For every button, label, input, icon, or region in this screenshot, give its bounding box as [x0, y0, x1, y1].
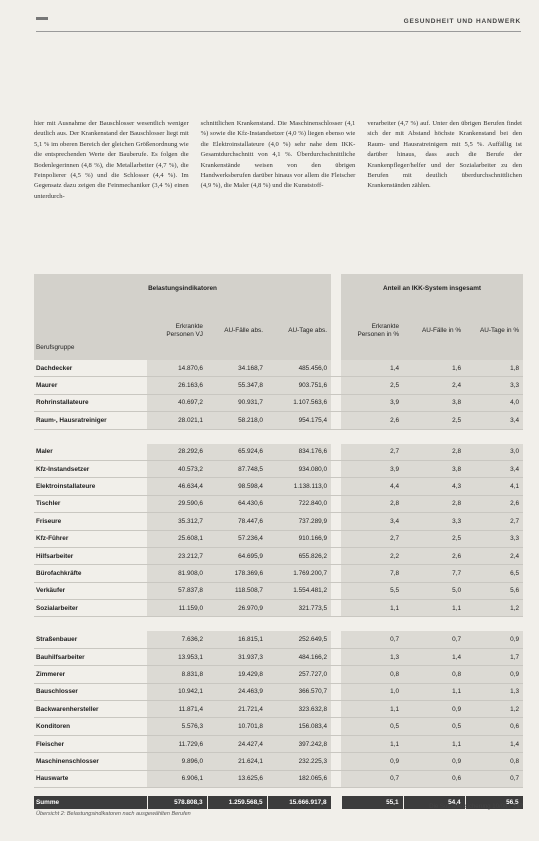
cell-au-days: 323.632,8 — [267, 701, 331, 718]
col-header-au-cases: AU-Fälle abs. — [207, 302, 267, 360]
table-row — [34, 718, 523, 735]
cell-au-cases: 87.748,5 — [207, 460, 267, 477]
occupation-name: Straßenbauer — [34, 631, 147, 648]
cell-cases-pct: 1,4 — [403, 648, 465, 665]
cell-persons-pct: 0,9 — [341, 753, 403, 770]
cell-au-cases: 118.508,7 — [207, 582, 267, 599]
cell-days-pct: 3,0 — [465, 444, 523, 461]
cell-persons: 28.021,1 — [147, 412, 207, 429]
row-gap — [331, 394, 341, 411]
cell-au-cases: 64.430,6 — [207, 495, 267, 512]
table-row — [34, 770, 523, 787]
cell-au-days: 903.751,6 — [267, 377, 331, 394]
table-row — [34, 631, 523, 648]
table-row — [34, 444, 523, 461]
table-row — [34, 377, 523, 394]
cell-au-cases: 13.625,6 — [207, 770, 267, 787]
body-text — [34, 119, 522, 202]
cell-cases-pct: 3,3 — [403, 513, 465, 530]
table-row — [34, 565, 523, 582]
occupation-name: Maler — [34, 444, 147, 461]
cell-au-cases: 78.447,6 — [207, 513, 267, 530]
row-gap — [331, 683, 341, 700]
occupation-name: Bürofachkräfte — [34, 565, 147, 582]
table-row — [34, 735, 523, 752]
running-header-title: GESUNDHEIT UND HANDWERK — [403, 18, 521, 25]
row-gap — [331, 530, 341, 547]
cell-persons: 40.573,2 — [147, 460, 207, 477]
cell-persons-pct: 2,2 — [341, 547, 403, 564]
running-header — [36, 17, 521, 32]
header-rule-mark — [36, 17, 48, 20]
row-gap — [331, 648, 341, 665]
cell-persons-pct: 1,3 — [341, 648, 403, 665]
cell-persons: 35.312,7 — [147, 513, 207, 530]
cell-au-cases: 64.695,9 — [207, 547, 267, 564]
cell-days-pct: 0,6 — [465, 718, 523, 735]
cell-persons: 23.212,7 — [147, 547, 207, 564]
cell-persons-pct: 4,4 — [341, 478, 403, 495]
occupations-table-wrapper — [34, 274, 523, 817]
occupation-name: Verkäufer — [34, 582, 147, 599]
occupation-name: Hilfsarbeiter — [34, 547, 147, 564]
body-text-column-3: verarbeiter (4,7 %) auf. Unter den übrigen Berufen findet sich der mit Abstand höchste Krankenstand bei den Raum- und Hausratreinigern mit 5,5 %. Auffällig ist darüber hinaus, dass auch die Berufe der Krankenpfleger/helfer und der Sozialarbeiter zu den Berufen mit deutlich überdurchschnittlichen Krankenständen zählen. — [367, 120, 523, 190]
cell-au-days: 182.065,6 — [267, 770, 331, 787]
sum-gap — [331, 796, 341, 809]
cell-days-pct: 1,7 — [465, 648, 523, 665]
cell-days-pct: 1,3 — [465, 683, 523, 700]
col-header-au-days: AU-Tage abs. — [267, 302, 331, 360]
col-header-persons: Erkrankte Personen VJ — [147, 302, 207, 360]
row-gap — [331, 701, 341, 718]
table-row — [34, 582, 523, 599]
body-text-column-2: schnittlichen Krankenstand. Die Maschinenschlosser (4,1 %) sowie die Kfz-Instandsetzer (4,0 %) liegen ebenso wie die Elektroinstallateure (4,0 %) sehr nahe dem IKK-Gesamtdurchschnitt von 4,1 %. Überdurchschnittliche Krankenstände weisen von den übrigen Handwerksberufen darüber hinaus vor allem die Fleischer (4,9 %), die Maler (4,8 %) und die Kunststoff- — [200, 120, 356, 190]
occupation-name: Zimmerer — [34, 666, 147, 683]
cell-persons-pct: 3,9 — [341, 394, 403, 411]
cell-persons-pct: 1,1 — [341, 600, 403, 617]
cell-cases-pct: 0,6 — [403, 770, 465, 787]
spacer-cell — [34, 617, 523, 632]
cell-persons-pct: 2,5 — [341, 377, 403, 394]
cell-cases-pct: 0,7 — [403, 631, 465, 648]
cell-days-pct: 2,4 — [465, 547, 523, 564]
table-row — [34, 648, 523, 665]
cell-persons: 7.636,2 — [147, 631, 207, 648]
cell-days-pct: 1,2 — [465, 600, 523, 617]
cell-au-days: 321.773,5 — [267, 600, 331, 617]
cell-au-days: 257.727,0 — [267, 666, 331, 683]
cell-cases-pct: 1,1 — [403, 735, 465, 752]
cell-days-pct: 6,5 — [465, 565, 523, 582]
cell-days-pct: 0,9 — [465, 666, 523, 683]
table-row — [34, 701, 523, 718]
row-gap — [331, 460, 341, 477]
cell-au-days: 484.166,2 — [267, 648, 331, 665]
cell-days-pct: 1,4 — [465, 735, 523, 752]
cell-days-pct: 4,0 — [465, 394, 523, 411]
cell-au-days: 1.138.113,0 — [267, 478, 331, 495]
cell-persons-pct: 3,4 — [341, 513, 403, 530]
cell-days-pct: 0,8 — [465, 753, 523, 770]
cell-cases-pct: 5,0 — [403, 582, 465, 599]
cell-au-days: 252.649,5 — [267, 631, 331, 648]
cell-persons: 81.908,0 — [147, 565, 207, 582]
row-gap — [331, 735, 341, 752]
cell-cases-pct: 2,5 — [403, 530, 465, 547]
table-row — [34, 753, 523, 770]
cell-days-pct: 3,3 — [465, 377, 523, 394]
cell-days-pct: 5,6 — [465, 582, 523, 599]
sum-au-cases: 1.259.568,5 — [207, 796, 267, 809]
table-band-row — [34, 274, 523, 302]
cell-cases-pct: 2,8 — [403, 495, 465, 512]
occupation-name: Raum-, Hausratreiniger — [34, 412, 147, 429]
sum-cases-pct: 54,4 — [403, 796, 465, 809]
cell-au-days: 954.175,4 — [267, 412, 331, 429]
sum-au-days: 15.666.917,8 — [267, 796, 331, 809]
table-group-spacer — [34, 787, 523, 796]
cell-au-days: 834.176,6 — [267, 444, 331, 461]
cell-days-pct: 1,8 — [465, 360, 523, 377]
sum-persons: 578.808,3 — [147, 796, 207, 809]
cell-cases-pct: 2,4 — [403, 377, 465, 394]
cell-au-days: 910.166,9 — [267, 530, 331, 547]
cell-persons-pct: 1,1 — [341, 701, 403, 718]
cell-persons: 29.590,6 — [147, 495, 207, 512]
band-load-indicators: Belastungsindikatoren — [34, 274, 331, 302]
cell-persons-pct: 3,9 — [341, 460, 403, 477]
cell-persons: 25.608,1 — [147, 530, 207, 547]
cell-au-days: 934.080,0 — [267, 460, 331, 477]
cell-au-days: 737.289,9 — [267, 513, 331, 530]
row-gap — [331, 377, 341, 394]
cell-persons-pct: 2,7 — [341, 444, 403, 461]
row-gap — [331, 631, 341, 648]
cell-days-pct: 0,9 — [465, 631, 523, 648]
table-row — [34, 412, 523, 429]
header-gap — [331, 302, 341, 360]
band-gap — [331, 274, 341, 302]
row-gap — [331, 547, 341, 564]
cell-au-days: 485.456,0 — [267, 360, 331, 377]
footer-source: Die Sozialversicherung 10/08 — [429, 804, 508, 810]
table-row — [34, 360, 523, 377]
band-ikk-share: Anteil an IKK-System insgesamt — [341, 274, 523, 302]
cell-au-cases: 19.429,8 — [207, 666, 267, 683]
cell-au-cases: 10.701,8 — [207, 718, 267, 735]
cell-cases-pct: 2,8 — [403, 444, 465, 461]
cell-au-cases: 16.815,1 — [207, 631, 267, 648]
sum-label: Summe — [34, 796, 147, 809]
table-body — [34, 360, 523, 809]
occupation-name: Dachdecker — [34, 360, 147, 377]
col-header-persons-pct: Erkrankte Personen in % — [341, 302, 403, 360]
cell-cases-pct: 1,1 — [403, 683, 465, 700]
cell-cases-pct: 4,3 — [403, 478, 465, 495]
row-gap — [331, 360, 341, 377]
cell-persons: 10.942,1 — [147, 683, 207, 700]
table-row — [34, 666, 523, 683]
sum-days-pct: 56,5 — [465, 796, 523, 809]
cell-persons: 8.831,8 — [147, 666, 207, 683]
cell-au-days: 1.554.481,2 — [267, 582, 331, 599]
cell-cases-pct: 0,8 — [403, 666, 465, 683]
cell-persons: 11.159,0 — [147, 600, 207, 617]
cell-cases-pct: 3,8 — [403, 394, 465, 411]
cell-days-pct: 0,7 — [465, 770, 523, 787]
cell-au-days: 232.225,3 — [267, 753, 331, 770]
table-row — [34, 513, 523, 530]
cell-au-cases: 90.931,7 — [207, 394, 267, 411]
occupation-name: Fleischer — [34, 735, 147, 752]
cell-au-cases: 24.463,9 — [207, 683, 267, 700]
cell-days-pct: 3,4 — [465, 460, 523, 477]
cell-au-cases: 65.924,6 — [207, 444, 267, 461]
cell-au-cases: 34.168,7 — [207, 360, 267, 377]
sum-persons-pct: 55,1 — [341, 796, 403, 809]
cell-persons: 6.906,1 — [147, 770, 207, 787]
row-gap — [331, 444, 341, 461]
table-row — [34, 394, 523, 411]
table-row — [34, 600, 523, 617]
occupation-name: Maurer — [34, 377, 147, 394]
row-gap — [331, 770, 341, 787]
row-gap — [331, 412, 341, 429]
table-row — [34, 547, 523, 564]
cell-persons: 13.953,1 — [147, 648, 207, 665]
cell-persons-pct: 1,0 — [341, 683, 403, 700]
cell-persons: 9.896,0 — [147, 753, 207, 770]
cell-days-pct: 1,2 — [465, 701, 523, 718]
occupation-name: Hauswarte — [34, 770, 147, 787]
cell-days-pct: 3,3 — [465, 530, 523, 547]
occupation-name: Friseure — [34, 513, 147, 530]
table-header-row — [34, 302, 523, 360]
cell-persons-pct: 2,8 — [341, 495, 403, 512]
cell-persons-pct: 1,1 — [341, 735, 403, 752]
occupation-name: Maschinenschlosser — [34, 753, 147, 770]
cell-persons-pct: 7,8 — [341, 565, 403, 582]
cell-persons: 14.870,6 — [147, 360, 207, 377]
table-row — [34, 683, 523, 700]
table-row — [34, 495, 523, 512]
cell-au-days: 1.107.563,6 — [267, 394, 331, 411]
occupation-name: Bauschlosser — [34, 683, 147, 700]
occupation-name: Konditoren — [34, 718, 147, 735]
cell-persons: 28.292,6 — [147, 444, 207, 461]
cell-cases-pct: 0,9 — [403, 753, 465, 770]
cell-persons: 11.871,4 — [147, 701, 207, 718]
cell-cases-pct: 0,9 — [403, 701, 465, 718]
occupation-name: Backwarenhersteller — [34, 701, 147, 718]
cell-au-cases: 98.598,4 — [207, 478, 267, 495]
row-gap — [331, 582, 341, 599]
cell-days-pct: 3,4 — [465, 412, 523, 429]
cell-persons-pct: 0,8 — [341, 666, 403, 683]
cell-au-cases: 58.218,0 — [207, 412, 267, 429]
row-gap — [331, 666, 341, 683]
col-header-days-pct: AU-Tage in % — [465, 302, 523, 360]
cell-persons-pct: 0,7 — [341, 770, 403, 787]
cell-au-days: 722.840,0 — [267, 495, 331, 512]
cell-cases-pct: 2,6 — [403, 547, 465, 564]
cell-persons: 57.837,8 — [147, 582, 207, 599]
table-caption: Übersicht 2: Belastungsindikatoren nach ausgewählten Berufen — [36, 810, 191, 817]
row-gap — [331, 718, 341, 735]
occupations-table — [34, 274, 524, 809]
body-text-column-1: hier mit Ausnahme der Bauschlosser wesentlich weniger deutlich aus. Der Krankenstand der Bauschlosser liegt mit 5,1 % im oberen Bereich der gleichen Größenordnung wie die entsprechenden Werte der Bauberufe. Es folgen die Bodenlegerinnen (4,8 %), die Metallarbeiter (4,7 %), die Feinpolierer (4,5 %) und die Schlosser (4,4 %). Im Gegensatz dazu zeigen die Feinmechaniker (3,4 %) einen unterdurch- — [34, 120, 189, 200]
col-header-cases-pct: AU-Fälle in % — [403, 302, 465, 360]
occupation-name: Kfz-Führer — [34, 530, 147, 547]
page-number: 287 — [512, 804, 523, 810]
row-gap — [331, 753, 341, 770]
cell-days-pct: 2,7 — [465, 513, 523, 530]
row-gap — [331, 478, 341, 495]
cell-au-cases: 178.369,6 — [207, 565, 267, 582]
cell-au-days: 1.769.200,7 — [267, 565, 331, 582]
row-gap — [331, 495, 341, 512]
table-row — [34, 478, 523, 495]
table-row — [34, 460, 523, 477]
occupation-name: Tischler — [34, 495, 147, 512]
cell-persons: 5.576,3 — [147, 718, 207, 735]
table-group-spacer — [34, 617, 523, 632]
occupation-name: Rohrinstallateure — [34, 394, 147, 411]
cell-cases-pct: 1,6 — [403, 360, 465, 377]
cell-cases-pct: 7,7 — [403, 565, 465, 582]
row-gap — [331, 565, 341, 582]
cell-cases-pct: 3,8 — [403, 460, 465, 477]
cell-au-days: 156.083,4 — [267, 718, 331, 735]
cell-cases-pct: 2,5 — [403, 412, 465, 429]
cell-persons-pct: 0,7 — [341, 631, 403, 648]
cell-cases-pct: 0,5 — [403, 718, 465, 735]
cell-au-cases: 21.721,4 — [207, 701, 267, 718]
cell-au-cases: 24.427,4 — [207, 735, 267, 752]
cell-persons-pct: 2,7 — [341, 530, 403, 547]
cell-persons-pct: 1,4 — [341, 360, 403, 377]
cell-persons-pct: 5,5 — [341, 582, 403, 599]
spacer-cell — [34, 787, 523, 796]
cell-persons: 11.729,6 — [147, 735, 207, 752]
cell-persons-pct: 0,5 — [341, 718, 403, 735]
col-header-occupation: Berufsgruppe — [34, 302, 147, 360]
cell-persons: 26.163,6 — [147, 377, 207, 394]
cell-au-cases: 55.347,8 — [207, 377, 267, 394]
cell-days-pct: 4,1 — [465, 478, 523, 495]
table-group-spacer — [34, 429, 523, 444]
cell-persons-pct: 2,6 — [341, 412, 403, 429]
cell-au-cases: 21.624,1 — [207, 753, 267, 770]
table-row — [34, 530, 523, 547]
cell-cases-pct: 1,1 — [403, 600, 465, 617]
cell-au-cases: 57.236,4 — [207, 530, 267, 547]
cell-au-days: 655.826,2 — [267, 547, 331, 564]
cell-au-cases: 26.970,9 — [207, 600, 267, 617]
cell-au-days: 397.242,8 — [267, 735, 331, 752]
cell-days-pct: 2,6 — [465, 495, 523, 512]
occupation-name: Kfz-Instandsetzer — [34, 460, 147, 477]
page-footer — [429, 804, 523, 810]
cell-au-cases: 31.937,3 — [207, 648, 267, 665]
spacer-cell — [34, 429, 523, 444]
row-gap — [331, 513, 341, 530]
cell-persons: 46.634,4 — [147, 478, 207, 495]
cell-persons: 40.697,2 — [147, 394, 207, 411]
occupation-name: Elektroinstallateure — [34, 478, 147, 495]
row-gap — [331, 600, 341, 617]
occupation-name: Bauhilfsarbeiter — [34, 648, 147, 665]
cell-au-days: 366.570,7 — [267, 683, 331, 700]
occupation-name: Sozialarbeiter — [34, 600, 147, 617]
